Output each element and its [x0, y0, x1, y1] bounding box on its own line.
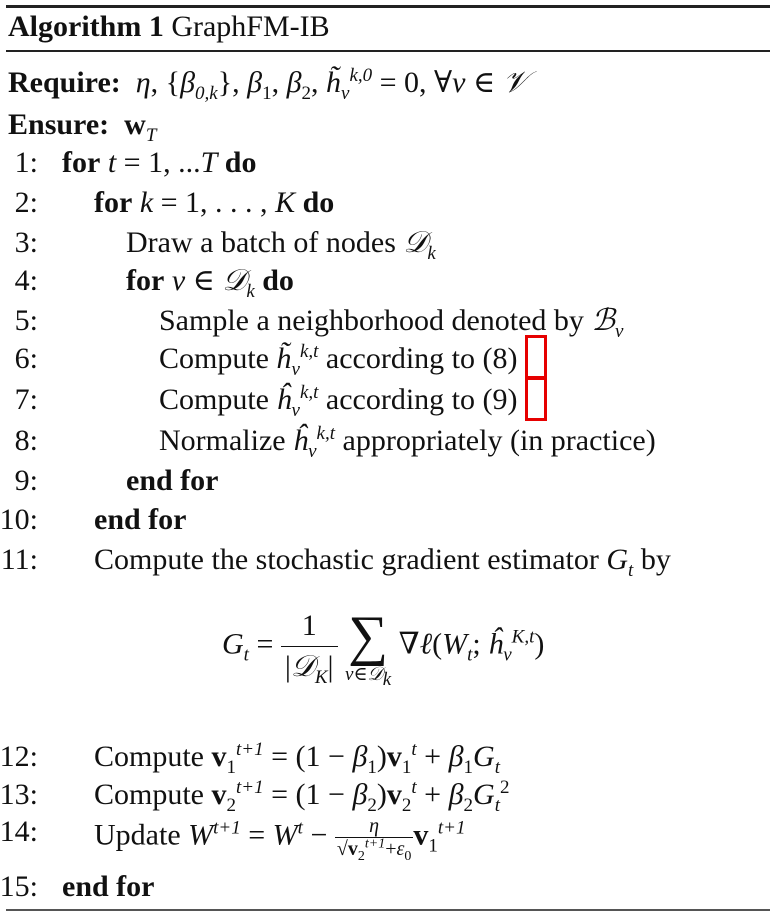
step-text: Sample a neighborhood denoted by	[159, 304, 584, 337]
step-text: Compute	[94, 740, 204, 773]
top-rule	[6, 5, 770, 8]
algorithm-label: Algorithm 1	[8, 10, 164, 43]
line-number: 13:	[0, 778, 38, 811]
step-text: Normalize	[159, 424, 286, 457]
keyword-do: do	[302, 186, 335, 219]
step-text: Update	[94, 818, 181, 852]
line-number: 8:	[14, 424, 38, 457]
line-number: 7:	[14, 383, 38, 416]
line-number: 6:	[14, 342, 38, 375]
line-number: 14:	[0, 815, 38, 848]
keyword-do: do	[224, 146, 257, 179]
gradient-equation: $G_t$ = $\frac{1}{|𝒟_K|}$ ∑ v∈𝒟$_k$ $\nabla\ell(W_t$; $ĥ_v^{K,t}$)	[222, 605, 545, 690]
fraction: $\frac{1}{|𝒟_K|}$	[281, 606, 338, 687]
line-number: 9:	[14, 464, 38, 497]
ensure-math: $w_T$	[124, 108, 157, 146]
line-number: 10:	[0, 503, 38, 536]
line-number: 4:	[14, 264, 38, 297]
summation: ∑ v∈𝒟$_k$	[345, 605, 392, 690]
step-text: Compute	[94, 778, 204, 811]
caption-rule	[6, 50, 770, 52]
require-math: η, $\{\beta_{0,k}\}$, $\beta_1$, $\beta_2$, $h̃_v^{k,0} = 0$, ∀v ∈ 𝒱	[128, 65, 528, 104]
highlight-box-ref-9	[525, 377, 547, 421]
ensure-label: Ensure:	[8, 108, 110, 141]
step-text: Compute	[159, 342, 269, 375]
step-text: Compute	[159, 383, 269, 416]
keyword-for: for	[62, 146, 101, 179]
highlight-box-ref-8	[525, 335, 547, 379]
keyword-end-for: end for	[94, 503, 187, 536]
keyword-end-for: end for	[62, 870, 155, 903]
line-number: 2:	[14, 186, 38, 219]
ref-8[interactable]: 8	[492, 342, 508, 375]
line-number: 1:	[14, 146, 38, 179]
line-number: 11:	[0, 543, 38, 576]
keyword-end-for: end for	[126, 464, 219, 497]
learning-rate-fraction: $\frac{\eta}{√v_2^{t+1}+\varepsilon_0}$	[336, 815, 412, 864]
require-line	[8, 65, 528, 104]
line-number: 15:	[0, 870, 38, 903]
ensure-line	[8, 108, 157, 146]
line-number: 5:	[14, 304, 38, 337]
require-label: Require:	[8, 66, 121, 99]
line-number: 12:	[0, 740, 38, 773]
algorithm-caption	[8, 10, 330, 44]
keyword-do: do	[262, 264, 294, 297]
keyword-for: for	[94, 186, 133, 219]
step-text: Draw a batch of nodes	[126, 226, 396, 259]
algorithm-name: GraphFM-IB	[171, 10, 330, 43]
keyword-for: for	[126, 264, 165, 297]
line-number: 3:	[14, 226, 38, 259]
bottom-rule	[6, 909, 770, 911]
ref-9[interactable]: 9	[492, 383, 508, 416]
step-text: Compute the stochastic gradient estimator	[94, 543, 599, 576]
